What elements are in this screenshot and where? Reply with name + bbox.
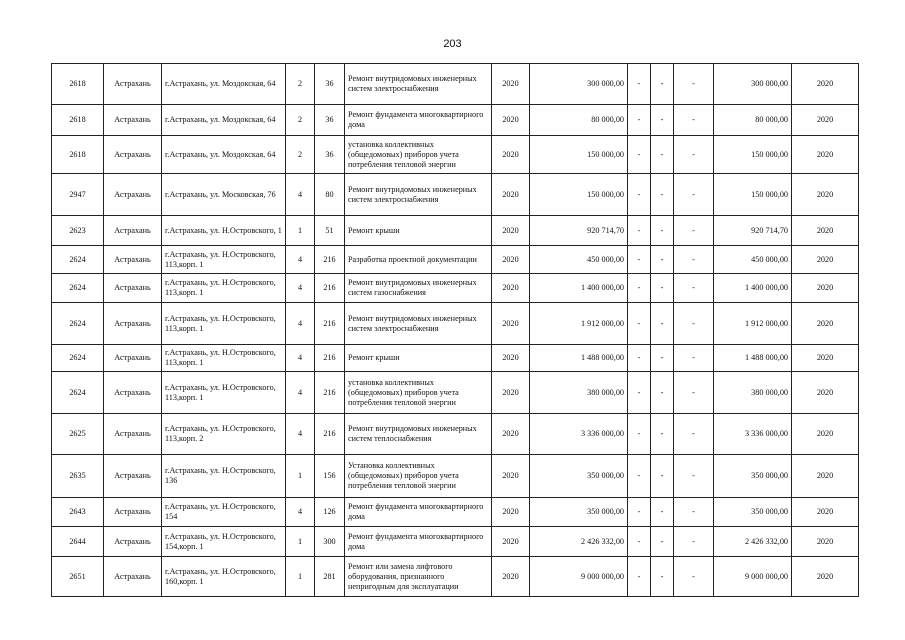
row-id-cell: 2651 <box>52 557 104 597</box>
city-cell: Астрахань <box>104 414 162 455</box>
total-cost-cell: 150 000,00 <box>714 174 792 216</box>
floors-cell: 4 <box>286 372 315 414</box>
dash-cell-2: - <box>651 136 674 174</box>
cost-cell: 450 000,00 <box>530 246 628 274</box>
year-cell: 2020 <box>492 246 530 274</box>
end-year-cell: 2020 <box>792 414 859 455</box>
cost-cell: 1 400 000,00 <box>530 274 628 303</box>
total-cost-cell: 80 000,00 <box>714 105 792 136</box>
dash-cell-1: - <box>628 498 651 527</box>
total-cost-cell: 2 426 332,00 <box>714 527 792 557</box>
year-cell: 2020 <box>492 372 530 414</box>
cost-cell: 150 000,00 <box>530 136 628 174</box>
cost-cell: 150 000,00 <box>530 174 628 216</box>
total-cost-cell: 1 488 000,00 <box>714 345 792 372</box>
dash-cell-2: - <box>651 64 674 105</box>
work-type-cell: Ремонт внутридомовых инженерных систем газоснабжения <box>345 274 492 303</box>
dash-cell-3: - <box>674 498 714 527</box>
apartments-cell: 156 <box>315 455 345 498</box>
end-year-cell: 2020 <box>792 372 859 414</box>
dash-cell-3: - <box>674 345 714 372</box>
work-type-cell: установка коллективных (общедомовых) приборов учета потребления тепловой энергии <box>345 372 492 414</box>
total-cost-cell: 1 400 000,00 <box>714 274 792 303</box>
table-row <box>52 274 859 303</box>
floors-cell: 1 <box>286 216 315 246</box>
end-year-cell: 2020 <box>792 498 859 527</box>
dash-cell-1: - <box>628 246 651 274</box>
dash-cell-3: - <box>674 174 714 216</box>
year-cell: 2020 <box>492 455 530 498</box>
year-cell: 2020 <box>492 64 530 105</box>
page-number: 203 <box>443 38 462 50</box>
row-id-cell: 2624 <box>52 372 104 414</box>
city-cell: Астрахань <box>104 372 162 414</box>
table-row <box>52 64 859 105</box>
dash-cell-3: - <box>674 136 714 174</box>
work-type-cell: Разработка проектной документации <box>345 246 492 274</box>
dash-cell-2: - <box>651 345 674 372</box>
apartments-cell: 216 <box>315 414 345 455</box>
floors-cell: 1 <box>286 557 315 597</box>
cost-cell: 300 000,00 <box>530 64 628 105</box>
floors-cell: 4 <box>286 498 315 527</box>
work-type-cell: Ремонт внутридомовых инженерных систем электроснабжения <box>345 303 492 345</box>
table-row <box>52 414 859 455</box>
city-cell: Астрахань <box>104 303 162 345</box>
year-cell: 2020 <box>492 136 530 174</box>
dash-cell-2: - <box>651 274 674 303</box>
end-year-cell: 2020 <box>792 345 859 372</box>
row-id-cell: 2618 <box>52 64 104 105</box>
apartments-cell: 36 <box>315 136 345 174</box>
address-cell: г.Астрахань, ул. Н.Островского, 113,корп. 2 <box>162 414 286 455</box>
row-id-cell: 2618 <box>52 136 104 174</box>
end-year-cell: 2020 <box>792 557 859 597</box>
cost-cell: 380 000,00 <box>530 372 628 414</box>
cost-cell: 1 488 000,00 <box>530 345 628 372</box>
end-year-cell: 2020 <box>792 274 859 303</box>
end-year-cell: 2020 <box>792 303 859 345</box>
address-cell: г.Астрахань, ул. Н.Островского, 1 <box>162 216 286 246</box>
cost-cell: 350 000,00 <box>530 498 628 527</box>
apartments-cell: 80 <box>315 174 345 216</box>
dash-cell-2: - <box>651 174 674 216</box>
city-cell: Астрахань <box>104 455 162 498</box>
floors-cell: 4 <box>286 414 315 455</box>
city-cell: Астрахань <box>104 498 162 527</box>
dash-cell-2: - <box>651 303 674 345</box>
dash-cell-1: - <box>628 274 651 303</box>
city-cell: Астрахань <box>104 136 162 174</box>
row-id-cell: 2644 <box>52 527 104 557</box>
year-cell: 2020 <box>492 498 530 527</box>
table-row <box>52 174 859 216</box>
city-cell: Астрахань <box>104 557 162 597</box>
table-row <box>52 136 859 174</box>
dash-cell-1: - <box>628 105 651 136</box>
address-cell: г.Астрахань, ул. Н.Островского, 113,корп. 1 <box>162 345 286 372</box>
dash-cell-2: - <box>651 246 674 274</box>
dash-cell-3: - <box>674 414 714 455</box>
end-year-cell: 2020 <box>792 455 859 498</box>
dash-cell-3: - <box>674 557 714 597</box>
year-cell: 2020 <box>492 345 530 372</box>
total-cost-cell: 9 000 000,00 <box>714 557 792 597</box>
cost-cell: 920 714,70 <box>530 216 628 246</box>
cost-cell: 9 000 000,00 <box>530 557 628 597</box>
row-id-cell: 2947 <box>52 174 104 216</box>
year-cell: 2020 <box>492 557 530 597</box>
table-row <box>52 216 859 246</box>
cost-cell: 3 336 000,00 <box>530 414 628 455</box>
floors-cell: 2 <box>286 105 315 136</box>
apartments-cell: 216 <box>315 246 345 274</box>
apartments-cell: 216 <box>315 345 345 372</box>
address-cell: г.Астрахань, ул. Моздокская, 64 <box>162 64 286 105</box>
dash-cell-3: - <box>674 64 714 105</box>
dash-cell-1: - <box>628 414 651 455</box>
city-cell: Астрахань <box>104 527 162 557</box>
dash-cell-2: - <box>651 557 674 597</box>
address-cell: г.Астрахань, ул. Н.Островского, 113,корп. 1 <box>162 303 286 345</box>
row-id-cell: 2618 <box>52 105 104 136</box>
apartments-cell: 216 <box>315 372 345 414</box>
table-row <box>52 246 859 274</box>
dash-cell-1: - <box>628 345 651 372</box>
dash-cell-2: - <box>651 216 674 246</box>
address-cell: г.Астрахань, ул. Н.Островского, 160,корп. 1 <box>162 557 286 597</box>
address-cell: г.Астрахань, ул. Н.Островского, 154 <box>162 498 286 527</box>
row-id-cell: 2625 <box>52 414 104 455</box>
dash-cell-1: - <box>628 216 651 246</box>
dash-cell-2: - <box>651 527 674 557</box>
repair-plan-table <box>51 63 859 597</box>
end-year-cell: 2020 <box>792 105 859 136</box>
dash-cell-1: - <box>628 174 651 216</box>
row-id-cell: 2624 <box>52 303 104 345</box>
city-cell: Астрахань <box>104 64 162 105</box>
table-row <box>52 498 859 527</box>
table-row <box>52 303 859 345</box>
dash-cell-1: - <box>628 455 651 498</box>
table-row <box>52 527 859 557</box>
end-year-cell: 2020 <box>792 216 859 246</box>
floors-cell: 4 <box>286 246 315 274</box>
year-cell: 2020 <box>492 216 530 246</box>
work-type-cell: Ремонт внутридомовых инженерных систем электроснабжения <box>345 174 492 216</box>
apartments-cell: 281 <box>315 557 345 597</box>
total-cost-cell: 1 912 000,00 <box>714 303 792 345</box>
dash-cell-1: - <box>628 303 651 345</box>
dash-cell-2: - <box>651 414 674 455</box>
total-cost-cell: 350 000,00 <box>714 455 792 498</box>
end-year-cell: 2020 <box>792 64 859 105</box>
work-type-cell: Ремонт внутридомовых инженерных систем электроснабжения <box>345 64 492 105</box>
address-cell: г.Астрахань, ул. Н.Островского, 113,корп. 1 <box>162 274 286 303</box>
work-type-cell: Ремонт фундамента многоквартирного дома <box>345 527 492 557</box>
row-id-cell: 2624 <box>52 345 104 372</box>
city-cell: Астрахань <box>104 345 162 372</box>
cost-cell: 1 912 000,00 <box>530 303 628 345</box>
city-cell: Астрахань <box>104 216 162 246</box>
city-cell: Астрахань <box>104 105 162 136</box>
table-row <box>52 105 859 136</box>
address-cell: г.Астрахань, ул. Моздокская, 64 <box>162 136 286 174</box>
table-row <box>52 455 859 498</box>
row-id-cell: 2635 <box>52 455 104 498</box>
apartments-cell: 126 <box>315 498 345 527</box>
cost-cell: 80 000,00 <box>530 105 628 136</box>
end-year-cell: 2020 <box>792 174 859 216</box>
dash-cell-3: - <box>674 216 714 246</box>
total-cost-cell: 300 000,00 <box>714 64 792 105</box>
dash-cell-3: - <box>674 303 714 345</box>
row-id-cell: 2623 <box>52 216 104 246</box>
dash-cell-2: - <box>651 455 674 498</box>
work-type-cell: Ремонт внутридомовых инженерных систем теплоснабжения <box>345 414 492 455</box>
address-cell: г.Астрахань, ул. Н.Островского, 113,корп. 1 <box>162 372 286 414</box>
work-type-cell: установка коллективных (общедомовых) приборов учета потребления тепловой энергии <box>345 136 492 174</box>
dash-cell-3: - <box>674 527 714 557</box>
total-cost-cell: 150 000,00 <box>714 136 792 174</box>
floors-cell: 1 <box>286 455 315 498</box>
end-year-cell: 2020 <box>792 527 859 557</box>
total-cost-cell: 3 336 000,00 <box>714 414 792 455</box>
year-cell: 2020 <box>492 274 530 303</box>
address-cell: г.Астрахань, ул. Н.Островского, 113,корп. 1 <box>162 246 286 274</box>
work-type-cell: Установка коллективных (общедомовых) приборов учета потребления тепловой энергии <box>345 455 492 498</box>
dash-cell-3: - <box>674 455 714 498</box>
dash-cell-1: - <box>628 372 651 414</box>
total-cost-cell: 920 714,70 <box>714 216 792 246</box>
dash-cell-1: - <box>628 64 651 105</box>
work-type-cell: Ремонт фундамента многоквартирного дома <box>345 498 492 527</box>
floors-cell: 1 <box>286 527 315 557</box>
address-cell: г.Астрахань, ул. Моздокская, 64 <box>162 105 286 136</box>
work-type-cell: Ремонт фундамента многоквартирного дома <box>345 105 492 136</box>
table-row <box>52 372 859 414</box>
city-cell: Астрахань <box>104 246 162 274</box>
dash-cell-1: - <box>628 527 651 557</box>
dash-cell-2: - <box>651 372 674 414</box>
address-cell: г.Астрахань, ул. Н.Островского, 154,корп. 1 <box>162 527 286 557</box>
end-year-cell: 2020 <box>792 136 859 174</box>
total-cost-cell: 450 000,00 <box>714 246 792 274</box>
year-cell: 2020 <box>492 527 530 557</box>
address-cell: г.Астрахань, ул. Московская, 76 <box>162 174 286 216</box>
dash-cell-3: - <box>674 274 714 303</box>
year-cell: 2020 <box>492 105 530 136</box>
cost-cell: 2 426 332,00 <box>530 527 628 557</box>
apartments-cell: 216 <box>315 274 345 303</box>
work-type-cell: Ремонт крыши <box>345 216 492 246</box>
dash-cell-2: - <box>651 498 674 527</box>
floors-cell: 4 <box>286 303 315 345</box>
total-cost-cell: 380 000,00 <box>714 372 792 414</box>
year-cell: 2020 <box>492 303 530 345</box>
table-row <box>52 345 859 372</box>
dash-cell-1: - <box>628 136 651 174</box>
dash-cell-2: - <box>651 105 674 136</box>
floors-cell: 4 <box>286 174 315 216</box>
end-year-cell: 2020 <box>792 246 859 274</box>
work-type-cell: Ремонт или замена лифтового оборудования, признанного непригодным для эксплуатации <box>345 557 492 597</box>
apartments-cell: 216 <box>315 303 345 345</box>
row-id-cell: 2643 <box>52 498 104 527</box>
apartments-cell: 300 <box>315 527 345 557</box>
city-cell: Астрахань <box>104 174 162 216</box>
dash-cell-3: - <box>674 372 714 414</box>
year-cell: 2020 <box>492 174 530 216</box>
floors-cell: 4 <box>286 274 315 303</box>
apartments-cell: 36 <box>315 64 345 105</box>
floors-cell: 2 <box>286 136 315 174</box>
dash-cell-3: - <box>674 246 714 274</box>
floors-cell: 2 <box>286 64 315 105</box>
apartments-cell: 51 <box>315 216 345 246</box>
cost-cell: 350 000,00 <box>530 455 628 498</box>
year-cell: 2020 <box>492 414 530 455</box>
dash-cell-1: - <box>628 557 651 597</box>
table-row <box>52 557 859 597</box>
address-cell: г.Астрахань, ул. Н.Островского, 136 <box>162 455 286 498</box>
dash-cell-3: - <box>674 105 714 136</box>
floors-cell: 4 <box>286 345 315 372</box>
total-cost-cell: 350 000,00 <box>714 498 792 527</box>
city-cell: Астрахань <box>104 274 162 303</box>
row-id-cell: 2624 <box>52 246 104 274</box>
row-id-cell: 2624 <box>52 274 104 303</box>
apartments-cell: 36 <box>315 105 345 136</box>
work-type-cell: Ремонт крыши <box>345 345 492 372</box>
